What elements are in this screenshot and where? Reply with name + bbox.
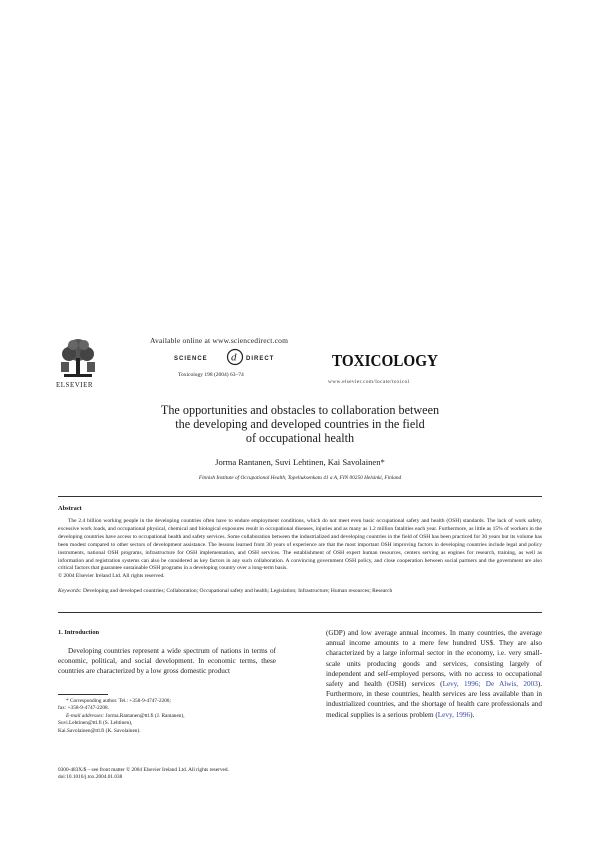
fax-number: fax: +358-9-4747-2208.: [58, 705, 109, 712]
introduction-heading: 1. Introduction: [58, 629, 100, 636]
divider-top: [58, 496, 542, 497]
introduction-col2: [326, 628, 542, 720]
available-online-line: Available online at www.sciencedirect.com: [150, 336, 289, 345]
email-address[interactable]: Kai.Savolainen@ttl.fi (K. Savolainen).: [58, 727, 141, 734]
publisher-name: ELSEVIER: [56, 381, 94, 389]
toxicology-journal-logo: [330, 340, 442, 374]
journal-name: TOXICOLOGY: [332, 351, 438, 370]
keywords-label: Keywords:: [58, 588, 82, 594]
sciencedirect-right-word: DIRECT: [246, 356, 275, 362]
author-affiliation: Finnish Institute of Occupational Health, Topeliuksenkatu 41 a A, FIN 00250 Helsinki, Finland: [198, 475, 402, 481]
footnote: [58, 698, 278, 735]
keywords-list: Developing and developed countries; Collaboration; Occupational safety and health; Legislation; Infrastructure; Human resources; Research: [83, 588, 393, 594]
journal-url: www.elsevier.com/locate/toxicol: [328, 379, 410, 385]
introduction-col1: Developing countries represent a wide spectrum of nations in terms of economic, political, and social development. In economic terms, these countries are characterized by a low gross domestic product: [58, 647, 276, 676]
email-address[interactable]: Jorma.Rantanen@ttl.fi (J. Rantanen),: [105, 712, 185, 719]
footnote-rule: [58, 694, 108, 695]
col2-text: ). Furthermore, in these countries, health services are less available than in industrialized countries, and the shortage of health care professionals and medical supplies is a serious problem (: [326, 680, 543, 719]
col2-text: (GDP) and low average annual incomes. In many countries, the average annual income amounts to a mere few hundred US$. They are also characterized by a large informal sector in the economy, i.e. very small-scale units producing goods and services, consisting largely of independent and self-employed persons, with no access to occupational safety and health (OSH) services (: [326, 629, 542, 689]
front-matter-line: 0300-483X/$ – see front matter © 2004 Elsevier Ireland Ltd. All rights reserved.: [58, 767, 229, 773]
abstract-paragraph: The 2.4 billion working people in the developing countries often have to endure employment conditions, which do not meet even basic occupational safety and health (OSH) standards. The lack of work safety, excessive work loads, and occupational physical, chemical and biological exposures result in occupational diseases, injuries and as many as 1.2 million fatalities each year. Furthermore, as little as 15% of workers in the developing countries have access to occupational health and safety services. Some collaboration between the industrialized and developing countries in the field of OSH has been practiced for 30 years but its volume has been modest compared to other sectors of development assistance. The lessons learned from 30 years of experience are that the most important OSH improving factors in developing countries include legal and policy instruments, national OSH programs, infrastructure for OSH implementation, and OSH services. The establishment of OSH expert human resources, centers serving as engines for research, training, as well as information and registration systems can also be considered as key factors in any such collaboration. A convincing government OSH policy, and close cooperation between social partners and the government are also critical factors that guarantee sustainable OSH programs in a developing country over a long-term basis.: [58, 518, 542, 572]
email-address[interactable]: Suvi.Lehtinen@ttl.fi (S. Lehtinen),: [58, 720, 133, 727]
elsevier-tree-logo: [58, 336, 98, 382]
col2-text: ).: [470, 710, 475, 719]
email-label: E-mail addresses:: [66, 712, 105, 719]
abstract-copyright: © 2004 Elsevier Ireland Ltd. All rights reserved.: [58, 573, 165, 580]
citation-link[interactable]: Levy, 1996: [437, 710, 471, 719]
title-line: the developing and developed countries in the field: [175, 417, 425, 432]
divider-bottom: [58, 612, 542, 613]
citation-link[interactable]: Levy, 1996; De Alwis, 2003: [442, 680, 538, 689]
abstract-body: [58, 518, 542, 581]
corresponding-author: * Corresponding author. Tel.: +358-9-4747-2200;: [66, 698, 171, 704]
keywords-block: [58, 588, 542, 596]
journal-citation: Toxicology 198 (2004) 63–74: [178, 372, 244, 378]
publication-footer: [58, 767, 358, 782]
abstract-heading: Abstract: [58, 505, 82, 512]
title-line: The opportunities and obstacles to collaboration between: [160, 403, 440, 417]
svg-text:d: d: [231, 351, 237, 364]
author-list: Jorma Rantanen, Suvi Lehtinen, Kai Savolainen*: [215, 457, 385, 467]
article-title: [100, 403, 500, 446]
sciencedirect-logo: [170, 348, 300, 366]
doi-line[interactable]: doi:10.1016/j.tox.2004.01.038: [58, 774, 123, 781]
title-line: of occupational health: [245, 431, 355, 446]
sciencedirect-left-word: SCIENCE: [174, 356, 208, 362]
